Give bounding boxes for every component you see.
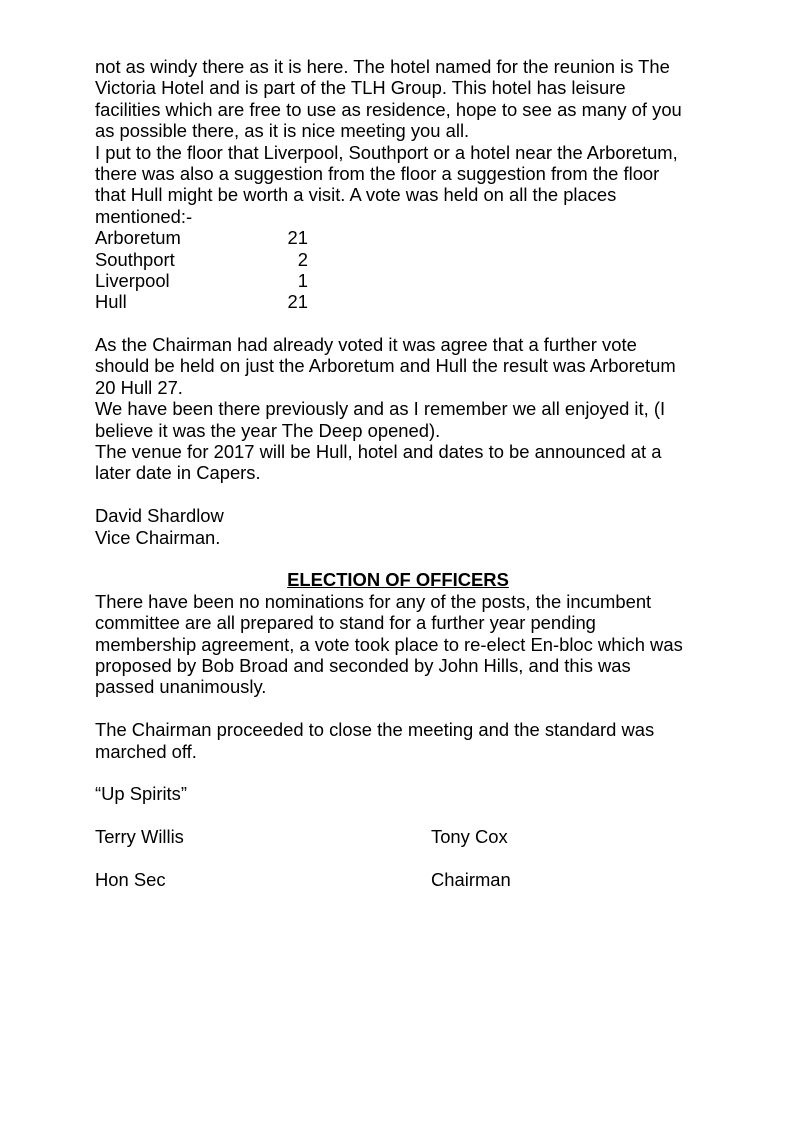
text-line: marched off. bbox=[95, 740, 197, 762]
vote-place: Arboretum bbox=[95, 227, 181, 249]
vote-count: 21 bbox=[287, 291, 308, 313]
signature-name-left: Terry Willis bbox=[95, 826, 184, 848]
text-line: not as windy there as it is here. The hotel named for the reunion is The bbox=[95, 56, 670, 77]
document-page bbox=[95, 56, 715, 890]
paragraph-venue bbox=[95, 441, 715, 484]
vote-place: Liverpool bbox=[95, 269, 170, 291]
spacer bbox=[95, 698, 715, 719]
text-line: passed unanimously. bbox=[95, 676, 267, 698]
signoff-vice-chairman bbox=[95, 505, 715, 548]
text-line: later date in Capers. bbox=[95, 462, 261, 484]
signature-names-row bbox=[95, 826, 715, 847]
text-line: that Hull might be worth a visit. A vote was held on all the places bbox=[95, 184, 617, 206]
text-line: Victoria Hotel and is part of the TLH Group. This hotel has leisure bbox=[95, 77, 626, 99]
text-line: We have been there previously and as I remember we all enjoyed it, (I bbox=[95, 398, 666, 420]
vote-count: 1 bbox=[297, 269, 308, 291]
text-line: As the Chairman had already voted it was agree that a further vote bbox=[95, 334, 637, 356]
paragraph-previous-visit bbox=[95, 398, 715, 441]
text-line: I put to the floor that Liverpool, Southport or a hotel near the Arboretum, bbox=[95, 141, 678, 163]
text-line: facilities which are free to use as residence, hope to see as many of you bbox=[95, 98, 682, 120]
text-line: 20 Hull 27. bbox=[95, 376, 183, 398]
signature-titles-row bbox=[95, 869, 715, 890]
spacer bbox=[95, 805, 715, 826]
paragraph-closing bbox=[95, 719, 715, 762]
vote-row bbox=[95, 291, 715, 312]
vote-place: Southport bbox=[95, 248, 175, 270]
text-line: There have been no nominations for any of the posts, the incumbent bbox=[95, 590, 652, 612]
text-line: should be held on just the Arboretum and Hull the result was Arboretum bbox=[95, 355, 676, 377]
vote-place: Hull bbox=[95, 291, 127, 313]
spacer bbox=[95, 762, 715, 783]
paragraph-vote-proposal bbox=[95, 142, 715, 228]
vote-row bbox=[95, 270, 715, 291]
text-line: committee are all prepared to stand for a further year pending bbox=[95, 612, 596, 634]
text-line: membership agreement, a vote took place to re-elect En-bloc which was bbox=[95, 633, 683, 655]
spacer bbox=[95, 313, 715, 334]
vote-row bbox=[95, 249, 715, 270]
text-line: there was also a suggestion from the floor a suggestion from the floor bbox=[95, 162, 660, 184]
vote-row bbox=[95, 227, 715, 248]
spacer bbox=[95, 548, 715, 569]
text-line: The venue for 2017 will be Hull, hotel and dates to be announced at a bbox=[95, 441, 662, 463]
text-line: as possible there, as it is nice meeting you all. bbox=[95, 120, 470, 142]
paragraph-hotel bbox=[95, 56, 715, 142]
text-line: mentioned:- bbox=[95, 205, 193, 227]
text-line: The Chairman proceeded to close the meeting and the standard was bbox=[95, 719, 655, 741]
text-line: proposed by Bob Broad and seconded by John Hills, and this was bbox=[95, 654, 631, 676]
paragraph-election bbox=[95, 591, 715, 698]
text-line: believe it was the year The Deep opened). bbox=[95, 419, 441, 441]
spacer bbox=[95, 847, 715, 868]
vote-results bbox=[95, 227, 715, 313]
signature-name-right: Tony Cox bbox=[431, 826, 508, 848]
vote-count: 21 bbox=[287, 227, 308, 249]
signoff-name: David Shardlow bbox=[95, 505, 224, 527]
paragraph-further-vote bbox=[95, 334, 715, 398]
vote-count: 2 bbox=[297, 248, 308, 270]
signoff-role: Vice Chairman. bbox=[95, 526, 221, 548]
spacer bbox=[95, 484, 715, 505]
motto: “Up Spirits” bbox=[95, 783, 187, 805]
section-heading: ELECTION OF OFFICERS bbox=[287, 569, 509, 591]
signature-title-left: Hon Sec bbox=[95, 868, 166, 890]
signature-title-right: Chairman bbox=[431, 868, 511, 890]
